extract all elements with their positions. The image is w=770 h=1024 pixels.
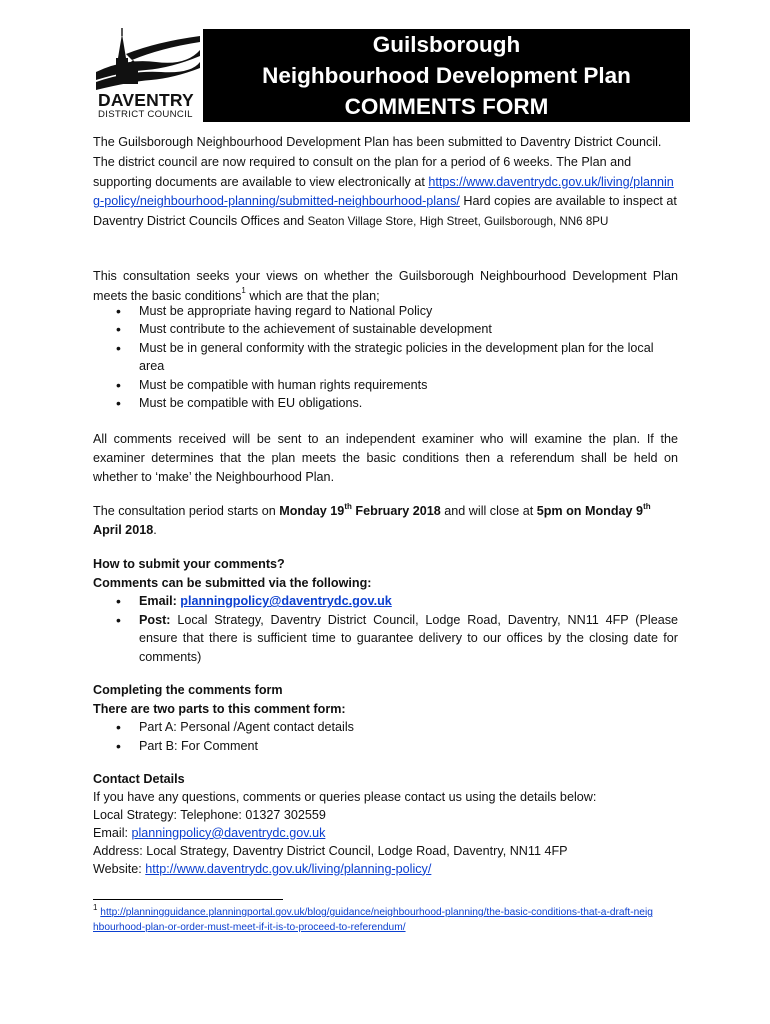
period-text-2: and will close at [440, 504, 537, 518]
contact-email-line [93, 825, 678, 843]
start-date-month: February 2018 [351, 504, 441, 518]
start-date [279, 501, 441, 518]
submit-section [93, 555, 678, 667]
intro-text-2: Hard copies are available to inspect at Daventry District Councils Offices and [93, 194, 677, 229]
email-label: Email: [139, 594, 181, 609]
intro-text: The Guilsborough Neighbourhood Development Plan has been submitted to Daventry District Council. The district council are now required to consult on the plan for a period of 6 weeks. The Plan and supporting documents are available to view electronically at [93, 135, 662, 189]
post-label: Post: [139, 612, 171, 627]
contact-heading: Contact Details [93, 772, 185, 786]
end-date-suffix: th [643, 501, 651, 511]
submit-subheading: Comments can be submitted via the following: [93, 575, 372, 590]
title-line-2: Neighbourhood Development Plan [262, 63, 631, 88]
parts-list [93, 718, 678, 755]
consultation-text-end: which are that the plan; [245, 288, 380, 303]
intro-paragraph [93, 133, 678, 232]
consultation-paragraph [93, 267, 678, 306]
footnote-ref: 1 [241, 286, 246, 296]
list-item: • Must be in general conformity with the strategic policies in the development plan for the local area [93, 339, 678, 376]
examiner-paragraph: All comments received will be sent to an independent examiner who will examine the plan. If the examiner determines that the plan meets the basic conditions then a referendum shall be held on whether to ‘make’ the Neighbourhood Plan. [93, 432, 678, 484]
submit-methods-list [93, 592, 678, 666]
end-date-month: April 2018 [93, 523, 154, 537]
title-line-1: Guilsborough [372, 32, 521, 57]
list-item [93, 592, 678, 611]
completing-heading: Completing the comments form [93, 683, 283, 697]
contact-section [93, 771, 678, 878]
contact-email-label: Email: [93, 825, 132, 840]
conditions-list [93, 302, 678, 412]
contact-telephone: Local Strategy: Telephone: 01327 302559 [93, 807, 326, 822]
submit-email-link[interactable]: planningpolicy@daventrydc.gov.uk [180, 594, 392, 609]
contact-email-link[interactable]: planningpolicy@daventrydc.gov.uk [131, 825, 326, 840]
footnote-link[interactable]: http://planningguidance.planningportal.gov.uk/blog/guidance/neighbourhood-planning/the-basic-conditions-that-a-draft-neighbourhood-plan-or-order-must-meet-if-it-is-to-proceed-to-referendum/ [93, 907, 653, 933]
consultation-period [93, 502, 678, 540]
period-text-3: . [153, 523, 157, 537]
list-item: • Part A: Personal /Agent contact details [93, 718, 678, 737]
daventry-logo [96, 28, 200, 122]
period-text-1: The consultation period starts on [93, 504, 280, 518]
village-store-address: Seaton Village Store, High Street, Guilsborough, NN6 8PU [307, 215, 609, 229]
contact-address: Address: Local Strategy, Daventry District Council, Lodge Road, Daventry, NN11 4FP [93, 843, 568, 858]
contact-website-link[interactable]: http://www.daventrydc.gov.uk/living/planning-policy/ [145, 861, 432, 876]
post-address: Local Strategy, Daventry District Council, Lodge Road, Daventry, NN11 4FP (Please ensure that there is sufficient time to guarantee delivery to our offices by the closing date for comments) [139, 612, 678, 664]
submitted-plans-link[interactable]: https://www.daventrydc.gov.uk/living/planning-policy/neighbourhood-planning/submitted-neighbourhood-plans/ [93, 174, 674, 209]
list-item [93, 611, 678, 667]
start-date-suffix: th [344, 501, 352, 511]
list-item: • Must be appropriate having regard to National Policy [93, 302, 678, 320]
end-date-day: 5pm on Monday 9 [536, 504, 644, 518]
submit-heading: How to submit your comments? [93, 557, 285, 571]
title-box [203, 29, 690, 122]
start-date-day: Monday 19 [279, 504, 345, 518]
list-item: • Must be compatible with human rights requirements [93, 376, 678, 394]
footnote-number: 1 [93, 902, 98, 912]
logo-subtitle: DISTRICT COUNCIL [98, 109, 193, 120]
completing-section [93, 681, 678, 755]
contact-intro: If you have any questions, comments or queries please contact us using the details below: [93, 789, 597, 804]
completing-subheading: There are two parts to this comment form: [93, 701, 346, 716]
footnote-divider [93, 899, 283, 900]
list-item: • Must be compatible with EU obligations. [93, 394, 678, 412]
title-line-3: COMMENTS FORM [344, 94, 549, 119]
contact-website-line [93, 861, 678, 879]
consultation-text: This consultation seeks your views on whether the Guilsborough Neighbourhood Development Plan meets the basic conditions [93, 269, 678, 303]
church-spire-icon [96, 28, 200, 92]
list-item: • Part B: For Comment [93, 737, 678, 756]
footnote [93, 902, 653, 935]
logo-name: DAVENTRY [98, 90, 194, 110]
list-item: • Must contribute to the achievement of sustainable development [93, 320, 678, 338]
contact-website-label: Website: [93, 861, 146, 876]
